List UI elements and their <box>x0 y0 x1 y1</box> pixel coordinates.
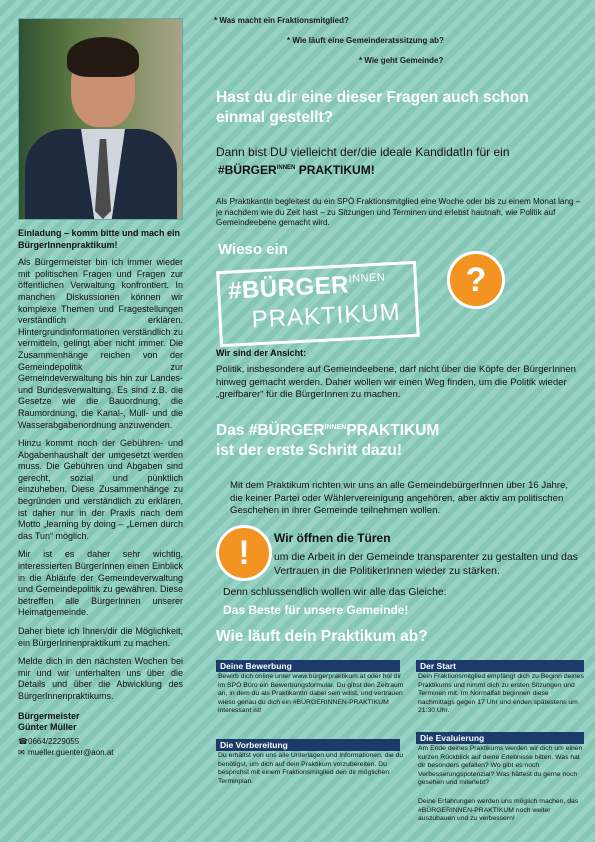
contact-info <box>18 736 183 758</box>
signature-name: Günter Müller <box>18 722 77 733</box>
tueren-heading: Wir öffnen die Türen <box>274 531 391 545</box>
tueren-text: um die Arbeit in der Gemeinde transparenter zu gestalten und das Vertrauen in die PolitikerInnen wieder zu stärken. <box>274 552 578 577</box>
schluss-text: Denn schlussendlich wollen wir alle das Gleiche: <box>223 587 447 598</box>
ablauf-heading: Wie läuft dein Praktikum ab? <box>216 628 428 645</box>
step-evaluierung-heading: Die Evaluierung <box>416 732 584 744</box>
phone-icon: ☎ <box>18 736 28 746</box>
intro-text: Als PraktikantIn begleitest du ein SPÖ Fraktionsmitglied eine Woche oder bis zu einem Monat lang – je nachdem wie du Zeit hast – zu Sitzungen und Terminen und erlebst hautnah, wie Politik auf Gemeindeebene gemacht wird. <box>216 197 581 227</box>
signature <box>18 711 183 734</box>
candidate-text <box>216 144 586 178</box>
hashtag-innen: INNEN <box>276 165 296 171</box>
ansicht-heading: Wir sind der Ansicht: <box>216 348 307 358</box>
mayor-photo <box>18 18 183 220</box>
step-bewerbung-heading: Deine Bewerbung <box>216 660 400 672</box>
erster-schritt-heading <box>216 418 586 461</box>
logo-praktikum: PRAKTIKUM <box>251 298 402 334</box>
question-1: * Was macht ein Fraktionsmitglied? <box>214 16 349 25</box>
left-paragraph-5: Melde dich in den nächsten Wochen bei mir und wir unterhalten uns über die Details und über die Abwicklung des BürgerInnenpraktikums. <box>18 656 183 701</box>
step-evaluierung-text-2: Deine Erfahrungen werden uns möglich machen, das #BÜRGERINNEN-PRAKTIKUM noch weiter auszubauen und zu verbessern! <box>418 798 579 823</box>
signature-title: Bürgermeister <box>18 710 80 721</box>
hashtag-buerger: #BÜRGER <box>218 163 277 177</box>
zielgruppe-text: Mit dem Praktikum richten wir uns an alle GemeindebürgerInnen über 16 Jahre, die keiner Partei oder Wählervereinigung angehören, aber aktiv am politischen Geschehen in ihrer Gemeinde teilnehmen wollen. <box>230 480 569 517</box>
erster-schritt-line-1: Das $\#BÜRGER^{INNEN}PRAKTIKUM$ <box>216 422 440 440</box>
exclamation-icon: ! <box>216 525 272 581</box>
mail-icon: ✉ <box>18 747 25 757</box>
wieso-heading: Wieso ein <box>218 241 288 258</box>
left-paragraph-2: Hinzu kommt noch der Gebühren- und Abgabenhaushalt der umgesetzt werden muss. Die Gebühren und Abgaben sind gerecht, sozial und pünktlich einzuheben. Diese Zusammenhänge zu begründen und verständlich zu erklären, ist daher nur in der Praxis nach dem Motto „learning by doing – „Lernen durch das Tun“ möglich. <box>18 438 183 541</box>
left-paragraph-3: Mir ist es daher sehr wichtig, interessierten BürgerInnen einen Einblick in die Abläufe der Gemeindeverwaltung und Gemeindepolitik zu gewähren. Diese betreffen alle BürgerInnen unserer Heimatgemeinde. <box>18 549 183 618</box>
step-vorbereitung-text: Du erhältst von uns alle Unterlagen und Informationen, die du benötigst, um dich auf dein Praktikum vorzubereiten. Du besprichst mit einem Fraktionsmitglied den dir möglichen Terminplan. <box>218 752 404 785</box>
question-3: * Wie geht Gemeinde? <box>359 56 444 65</box>
logo-innen: INNEN <box>348 271 386 286</box>
praktikum-logo <box>216 261 420 347</box>
candidate-line-1: Dann bist DU vielleicht der/die ideale KandidatIn für ein <box>216 145 510 159</box>
erster-schritt-line-2: ist der erste Schritt dazu! <box>216 442 403 460</box>
step-start-text: Dein Fraktionsmitglied empfängt dich zu Beginn deines Praktikums und nimmt dich zu ersten Sitzungen und Terminen mit. Im Normalfall beginnen diese nachmittags gegen 17 Uhr und enden spätestens um 21:30 Uhr. <box>418 673 584 715</box>
question-2: * Wie läuft eine Gemeinderatssitzung ab? <box>287 36 444 45</box>
phone-number[interactable]: 0664/2229055 <box>28 736 80 746</box>
ansicht-text: Politik, insbesondere auf Gemeindeebene, darf nicht über die Köpfe der BürgerInnen hinweg gemacht werden. Daher wollen wir einen Weg finden, um die Politik wieder „greifbarer“ für die BürgerInnen zu machen. <box>216 364 576 400</box>
step-vorbereitung-heading: Die Vorbereitung <box>216 739 400 751</box>
hashtag-praktikum: PRAKTIKUM! <box>295 163 375 177</box>
left-paragraph-1: Als Bürgermeister bin ich immer wieder mit politischen Fragen und Fragen zur öffentlichen Verwaltung konfrontiert. In manchen Diskussionen können wir komplexe Themen und Fragestellungen verständlich erklären. Hintergrundinformationen verständlich zu vermitteln, gelingt aber nicht immer. Die Zusammenhänge reichen von der Gemeindepolitik zur Gemeindeverwaltung bis hin zur Landes- und Bundesverwaltung. Es sind z.B. die Gesetze wie die Bauordnung, die Raumordnung, die Kanal-, Müll- und die Wasserabgabenordnung anzuwenden. <box>18 257 183 430</box>
question-mark-icon: ? <box>447 251 505 309</box>
left-paragraph-4: Daher biete ich Ihnen/dir die Möglichkeit, ein BürgerInnenpraktikum zu machen. <box>18 626 183 648</box>
invitation-heading: Einladung – komm bitte und mach ein BürgerInnenpraktikum! <box>18 228 181 250</box>
erster-schritt-innen: INNEN <box>324 424 347 431</box>
schluss-highlight: Das Beste für unsere Gemeinde! <box>223 603 409 617</box>
step-evaluierung-text: Am Ende deines Praktikums werden wir dich um einen kurzen Rückblick auf deine Erlebnisse bitten. Was hat dir besonders gefallen? Wo gibt es noch Verbesserungspotenzial? Was hättest du gerne noch gesehen und miterlebt? <box>418 745 583 787</box>
step-start-heading: Der Start <box>416 660 584 672</box>
left-column <box>18 18 183 758</box>
email-line <box>18 747 183 758</box>
logo-buerger: $\#BÜRGER^{INNEN}$ <box>227 271 386 305</box>
email-address[interactable]: mueller.guenter@aon.at <box>28 747 114 757</box>
photo-hair <box>67 37 139 77</box>
headline-questions: Hast du dir eine dieser Fragen auch schon einmal gestellt? <box>216 89 529 126</box>
candidate-line-2 <box>216 160 586 178</box>
step-bewerbung-text: Bewirb dich online unter www.bürgerpraktikum.at oder hol dir im SPÖ Büro ein Bewerbungsformular. Du gibst den Zeitraum an, in dem du als PraktikantIn dabei sein willst, und vertrauen wieso genau du dich ein #BÜRGERINNEN-PRAKTIKUM interessant ist! <box>218 673 404 715</box>
phone-line <box>18 736 183 747</box>
